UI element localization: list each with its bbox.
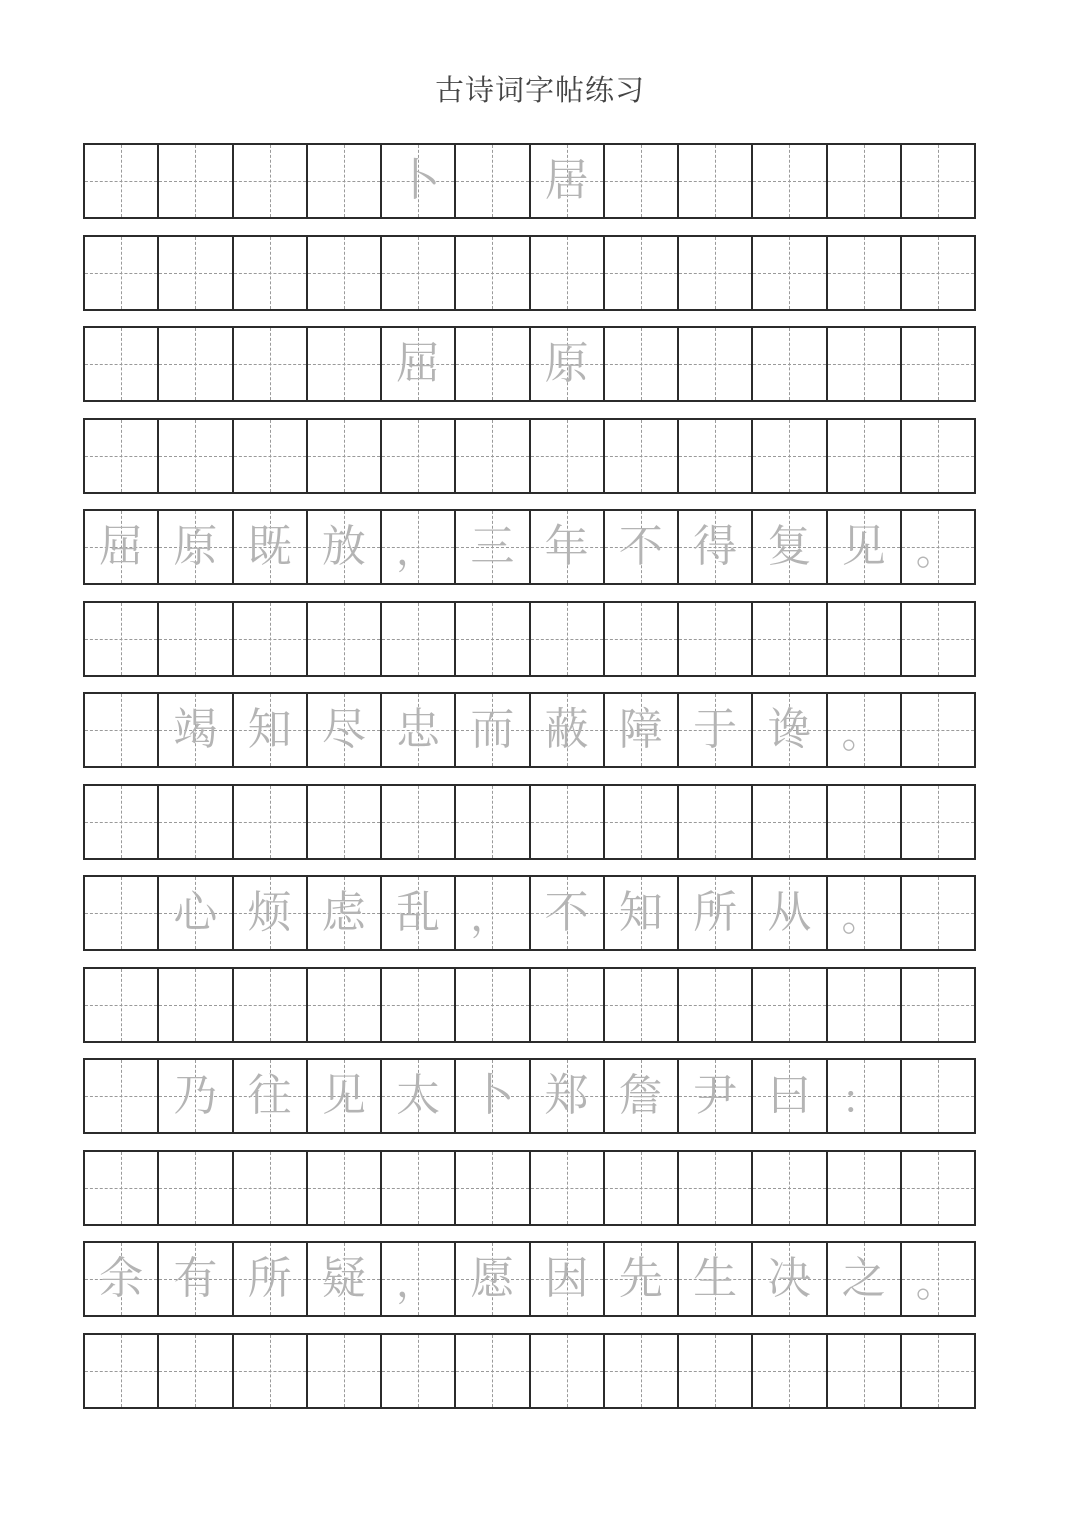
trace-character: 曰 <box>767 1070 812 1121</box>
grid-cell[interactable] <box>234 511 308 583</box>
grid-cell[interactable] <box>159 237 233 309</box>
grid-cell[interactable] <box>159 969 233 1041</box>
trace-character: 知 <box>247 704 292 755</box>
grid-cell[interactable] <box>456 420 530 492</box>
grid-cell[interactable] <box>159 1152 233 1224</box>
trace-character: 从 <box>767 887 812 938</box>
trace-character: 竭 <box>173 704 218 755</box>
trace-character: 障 <box>618 704 663 755</box>
grid-row <box>83 1058 976 1134</box>
grid-cell[interactable] <box>902 1243 974 1315</box>
grid-cell[interactable] <box>308 511 382 583</box>
grid-cell[interactable] <box>234 1243 308 1315</box>
trace-character: 年 <box>544 521 589 572</box>
grid-row <box>83 418 976 494</box>
grid-cell[interactable] <box>234 420 308 492</box>
grid-cell[interactable] <box>234 786 308 858</box>
grid-cell[interactable] <box>234 877 308 949</box>
trace-character: 虑 <box>321 887 366 938</box>
grid-cell[interactable] <box>605 603 679 675</box>
grid-cell[interactable] <box>902 511 974 583</box>
grid-cell[interactable] <box>159 328 233 400</box>
grid-cell[interactable] <box>456 511 530 583</box>
grid-cell[interactable] <box>828 237 902 309</box>
grid-cell[interactable] <box>828 511 902 583</box>
grid-cell[interactable] <box>902 237 974 309</box>
grid-row <box>83 1150 976 1226</box>
grid-cell[interactable] <box>456 877 530 949</box>
trace-character: 之 <box>841 1253 886 1304</box>
grid-cell[interactable] <box>679 969 753 1041</box>
grid-row <box>83 1333 976 1409</box>
grid-cell[interactable] <box>85 969 159 1041</box>
grid-cell[interactable] <box>308 877 382 949</box>
trace-character: 乱 <box>396 887 441 938</box>
trace-character: 忠 <box>396 704 441 755</box>
trace-character: 屈 <box>99 521 144 572</box>
grid-cell[interactable] <box>753 694 827 766</box>
grid-cell[interactable] <box>308 237 382 309</box>
grid-cell[interactable] <box>679 420 753 492</box>
trace-character: 原 <box>544 338 589 389</box>
grid-cell[interactable] <box>902 1152 974 1224</box>
grid-row <box>83 235 976 311</box>
trace-character: 余 <box>99 1253 144 1304</box>
grid-row <box>83 143 976 219</box>
trace-character: 。 <box>841 711 882 757</box>
grid-cell[interactable] <box>234 328 308 400</box>
grid-cell[interactable] <box>85 603 159 675</box>
practice-grid <box>83 143 976 1424</box>
grid-cell[interactable] <box>456 328 530 400</box>
trace-character: 决 <box>767 1253 812 1304</box>
grid-cell[interactable] <box>902 1060 974 1132</box>
grid-cell[interactable] <box>456 1060 530 1132</box>
grid-cell[interactable] <box>605 1335 679 1407</box>
grid-cell[interactable] <box>753 145 827 217</box>
grid-cell[interactable] <box>234 603 308 675</box>
grid-cell[interactable] <box>159 694 233 766</box>
trace-character: 疑 <box>321 1253 366 1304</box>
grid-cell[interactable] <box>679 145 753 217</box>
grid-cell[interactable] <box>382 328 456 400</box>
grid-cell[interactable] <box>902 420 974 492</box>
grid-cell[interactable] <box>234 969 308 1041</box>
grid-cell[interactable] <box>605 786 679 858</box>
grid-cell[interactable] <box>753 328 827 400</box>
grid-cell[interactable] <box>531 786 605 858</box>
grid-cell[interactable] <box>85 877 159 949</box>
grid-row <box>83 1241 976 1317</box>
grid-cell[interactable] <box>605 877 679 949</box>
grid-cell[interactable] <box>531 145 605 217</box>
grid-cell[interactable] <box>308 1060 382 1132</box>
trace-character: 太 <box>396 1070 441 1121</box>
grid-cell[interactable] <box>753 511 827 583</box>
grid-cell[interactable] <box>382 145 456 217</box>
trace-character: 得 <box>693 521 738 572</box>
grid-cell[interactable] <box>531 420 605 492</box>
grid-cell[interactable] <box>382 1152 456 1224</box>
grid-cell[interactable] <box>456 1335 530 1407</box>
grid-row <box>83 967 976 1043</box>
grid-cell[interactable] <box>382 694 456 766</box>
grid-cell[interactable] <box>753 1335 827 1407</box>
grid-cell[interactable] <box>531 603 605 675</box>
grid-cell[interactable] <box>828 420 902 492</box>
grid-cell[interactable] <box>605 1243 679 1315</box>
trace-character: 生 <box>693 1253 738 1304</box>
grid-cell[interactable] <box>828 1152 902 1224</box>
grid-cell[interactable] <box>531 511 605 583</box>
grid-cell[interactable] <box>456 603 530 675</box>
grid-cell[interactable] <box>308 420 382 492</box>
grid-row <box>83 326 976 402</box>
trace-character: 。 <box>915 528 956 574</box>
grid-cell[interactable] <box>308 145 382 217</box>
grid-cell[interactable] <box>456 694 530 766</box>
grid-cell[interactable] <box>382 511 456 583</box>
grid-cell[interactable] <box>679 786 753 858</box>
grid-cell[interactable] <box>382 877 456 949</box>
grid-cell[interactable] <box>902 1335 974 1407</box>
trace-character: 见 <box>841 521 886 572</box>
grid-cell[interactable] <box>85 237 159 309</box>
trace-character: 复 <box>767 521 812 572</box>
trace-character: 不 <box>618 521 663 572</box>
trace-character: 往 <box>247 1070 292 1121</box>
grid-row <box>83 509 976 585</box>
page-title: 古诗词字帖练习 <box>434 73 645 107</box>
grid-cell[interactable] <box>828 603 902 675</box>
grid-cell[interactable] <box>753 969 827 1041</box>
grid-row <box>83 692 976 768</box>
grid-cell[interactable] <box>159 1060 233 1132</box>
trace-character: 所 <box>247 1253 292 1304</box>
grid-cell[interactable] <box>159 877 233 949</box>
trace-character: 既 <box>247 521 292 572</box>
grid-cell[interactable] <box>531 237 605 309</box>
grid-cell[interactable] <box>531 328 605 400</box>
grid-cell[interactable] <box>753 603 827 675</box>
trace-character: 所 <box>693 887 738 938</box>
grid-cell[interactable] <box>85 1152 159 1224</box>
trace-character: 心 <box>173 887 218 938</box>
grid-row <box>83 875 976 951</box>
trace-character: 先 <box>618 1253 663 1304</box>
grid-cell[interactable] <box>85 694 159 766</box>
trace-character: 屈 <box>396 338 441 389</box>
grid-cell[interactable] <box>234 694 308 766</box>
trace-character: 有 <box>173 1253 218 1304</box>
grid-cell[interactable] <box>605 237 679 309</box>
trace-character: 原 <box>173 521 218 572</box>
grid-cell[interactable] <box>308 1243 382 1315</box>
grid-cell[interactable] <box>308 969 382 1041</box>
grid-cell[interactable] <box>382 1060 456 1132</box>
grid-cell[interactable] <box>828 786 902 858</box>
grid-cell[interactable] <box>753 1152 827 1224</box>
grid-cell[interactable] <box>382 1243 456 1315</box>
grid-cell[interactable] <box>308 1152 382 1224</box>
grid-cell[interactable] <box>753 786 827 858</box>
trace-character: 放 <box>321 521 366 572</box>
grid-cell[interactable] <box>605 969 679 1041</box>
trace-character: 谗 <box>767 704 812 755</box>
grid-cell[interactable] <box>828 1335 902 1407</box>
grid-cell[interactable] <box>679 877 753 949</box>
grid-cell[interactable] <box>828 694 902 766</box>
trace-character: 卜 <box>396 155 441 206</box>
trace-character: 。 <box>915 1260 956 1306</box>
trace-character: 于 <box>693 704 738 755</box>
grid-row <box>83 601 976 677</box>
grid-cell[interactable] <box>159 603 233 675</box>
grid-cell[interactable] <box>679 603 753 675</box>
grid-cell[interactable] <box>159 511 233 583</box>
grid-cell[interactable] <box>679 1335 753 1407</box>
grid-cell[interactable] <box>382 969 456 1041</box>
grid-cell[interactable] <box>308 786 382 858</box>
grid-cell[interactable] <box>85 145 159 217</box>
trace-character: 见 <box>321 1070 366 1121</box>
grid-cell[interactable] <box>828 877 902 949</box>
grid-cell[interactable] <box>531 1335 605 1407</box>
grid-cell[interactable] <box>902 877 974 949</box>
grid-cell[interactable] <box>308 328 382 400</box>
grid-cell[interactable] <box>753 420 827 492</box>
grid-cell[interactable] <box>605 1060 679 1132</box>
grid-cell[interactable] <box>159 145 233 217</box>
grid-cell[interactable] <box>234 145 308 217</box>
trace-character: 三 <box>470 521 515 572</box>
grid-cell[interactable] <box>308 603 382 675</box>
grid-cell[interactable] <box>679 1152 753 1224</box>
grid-cell[interactable] <box>679 511 753 583</box>
grid-cell[interactable] <box>679 694 753 766</box>
grid-cell[interactable] <box>902 328 974 400</box>
grid-cell[interactable] <box>679 1243 753 1315</box>
grid-cell[interactable] <box>159 786 233 858</box>
grid-cell[interactable] <box>85 786 159 858</box>
grid-cell[interactable] <box>234 237 308 309</box>
grid-cell[interactable] <box>531 969 605 1041</box>
grid-cell[interactable] <box>456 969 530 1041</box>
trace-character: 愿 <box>470 1253 515 1304</box>
grid-cell[interactable] <box>382 420 456 492</box>
grid-cell[interactable] <box>531 694 605 766</box>
grid-cell[interactable] <box>308 1335 382 1407</box>
grid-cell[interactable] <box>85 420 159 492</box>
grid-cell[interactable] <box>382 237 456 309</box>
grid-cell[interactable] <box>234 1060 308 1132</box>
grid-cell[interactable] <box>159 1243 233 1315</box>
grid-cell[interactable] <box>679 1060 753 1132</box>
grid-cell[interactable] <box>382 786 456 858</box>
grid-cell[interactable] <box>308 694 382 766</box>
grid-cell[interactable] <box>828 969 902 1041</box>
grid-cell[interactable] <box>85 1335 159 1407</box>
trace-character: 卜 <box>470 1070 515 1121</box>
grid-cell[interactable] <box>828 1243 902 1315</box>
trace-character: 知 <box>618 887 663 938</box>
trace-character: 不 <box>544 887 589 938</box>
grid-cell[interactable] <box>234 1152 308 1224</box>
grid-cell[interactable] <box>531 877 605 949</box>
grid-cell[interactable] <box>605 328 679 400</box>
grid-cell[interactable] <box>531 1243 605 1315</box>
trace-character: 而 <box>470 704 515 755</box>
grid-cell[interactable] <box>531 1060 605 1132</box>
trace-character: 詹 <box>618 1070 663 1121</box>
trace-character: 。 <box>841 894 882 940</box>
grid-cell[interactable] <box>828 145 902 217</box>
grid-cell[interactable] <box>85 511 159 583</box>
grid-cell[interactable] <box>456 237 530 309</box>
grid-cell[interactable] <box>902 969 974 1041</box>
grid-cell[interactable] <box>605 511 679 583</box>
trace-character: 蔽 <box>544 704 589 755</box>
trace-character: 烦 <box>247 887 292 938</box>
grid-cell[interactable] <box>902 786 974 858</box>
grid-cell[interactable] <box>456 1152 530 1224</box>
grid-cell[interactable] <box>456 145 530 217</box>
grid-cell[interactable] <box>605 1152 679 1224</box>
trace-character: 郑 <box>544 1070 589 1121</box>
grid-cell[interactable] <box>159 1335 233 1407</box>
grid-row <box>83 784 976 860</box>
grid-cell[interactable] <box>902 145 974 217</box>
grid-cell[interactable] <box>382 1335 456 1407</box>
trace-character: ， <box>396 528 436 574</box>
grid-cell[interactable] <box>531 1152 605 1224</box>
grid-cell[interactable] <box>753 1243 827 1315</box>
grid-cell[interactable] <box>85 1243 159 1315</box>
grid-cell[interactable] <box>679 328 753 400</box>
grid-cell[interactable] <box>605 145 679 217</box>
trace-character: 居 <box>544 155 589 206</box>
grid-cell[interactable] <box>679 237 753 309</box>
grid-cell[interactable] <box>605 694 679 766</box>
grid-cell[interactable] <box>382 603 456 675</box>
grid-cell[interactable] <box>85 1060 159 1132</box>
trace-character: ， <box>470 894 511 940</box>
grid-cell[interactable] <box>753 237 827 309</box>
grid-cell[interactable] <box>605 420 679 492</box>
grid-cell[interactable] <box>753 877 827 949</box>
grid-cell[interactable] <box>85 328 159 400</box>
grid-cell[interactable] <box>828 328 902 400</box>
grid-cell[interactable] <box>902 694 974 766</box>
trace-character: 乃 <box>173 1070 218 1121</box>
trace-character: 尽 <box>321 704 366 755</box>
grid-cell[interactable] <box>456 1243 530 1315</box>
trace-character: ， <box>396 1260 436 1306</box>
grid-cell[interactable] <box>234 1335 308 1407</box>
grid-cell[interactable] <box>456 786 530 858</box>
grid-cell[interactable] <box>159 420 233 492</box>
grid-cell[interactable] <box>902 603 974 675</box>
trace-character: ： <box>841 1077 882 1123</box>
grid-cell[interactable] <box>828 1060 902 1132</box>
grid-cell[interactable] <box>753 1060 827 1132</box>
trace-character: 因 <box>544 1253 589 1304</box>
trace-character: 尹 <box>693 1070 738 1121</box>
